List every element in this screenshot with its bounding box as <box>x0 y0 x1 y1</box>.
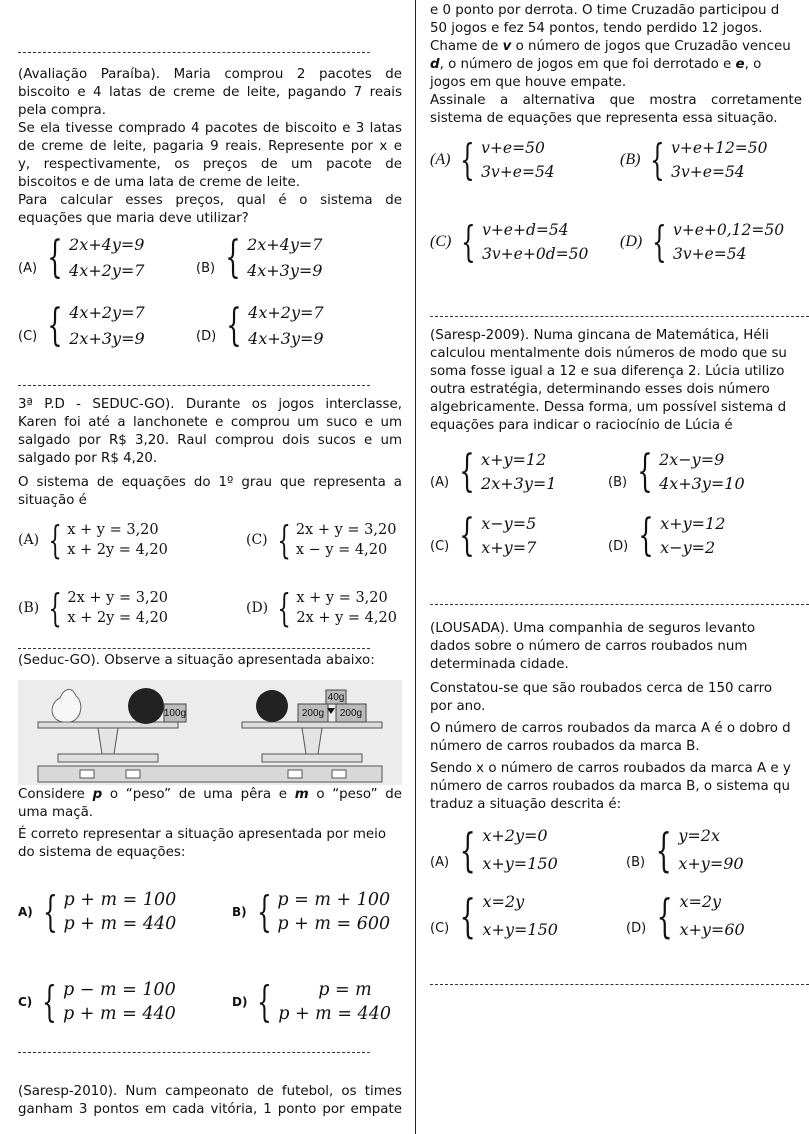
q4-cont-line: sistema de equações que representa essa situação. <box>430 111 778 126</box>
brace-icon: { <box>655 823 672 877</box>
equation: 2x+4y=9 <box>69 235 145 254</box>
option-label: (C) <box>430 921 450 936</box>
equation: 2x + y = 3,20 <box>295 522 397 538</box>
equation: p + m = 100 <box>63 890 177 910</box>
separator <box>430 984 809 985</box>
equation: 4x+2y=7 <box>69 261 145 280</box>
option-label: (A) <box>18 261 38 276</box>
equation: p + m = 440 <box>278 1004 391 1024</box>
q5-line: soma fosse igual a 12 e sua diferença 2. Lúcia utilizo <box>430 364 785 379</box>
q5-line: outra estratégia, determinando esses dois número <box>430 382 770 397</box>
q5-line: (Saresp-2009). Numa gincana de Matemática, Héli <box>430 328 770 343</box>
q4-cont-line: Assinale a alternativa que mostra corretamente <box>430 93 802 108</box>
equation: x + y = 3,20 <box>296 590 388 606</box>
q3-line: uma maçã. <box>18 805 94 820</box>
q1-line: biscoitos e de uma lata de creme de leite. <box>18 175 301 190</box>
equation: x − y = 4,20 <box>295 542 388 558</box>
equation: x + y = 3,20 <box>67 522 159 538</box>
q6-line: dados sobre o número de carros roubados num <box>430 639 748 654</box>
option-label: (D) <box>620 233 643 250</box>
q2-line: situação é <box>18 493 87 508</box>
q4-option-b[interactable] <box>620 136 768 184</box>
brace-icon: { <box>225 232 241 283</box>
q6-line: (LOUSADA). Uma companhia de seguros levanto <box>430 621 756 636</box>
equation: p − m = 100 <box>63 980 176 1000</box>
q3-line: É correto representar a situação apresentada por meio <box>18 827 387 842</box>
q4-line: (Saresp-2010). Num campeonato de futebol, os times <box>18 1084 402 1099</box>
separator <box>18 1052 370 1053</box>
option-label: (D) <box>246 600 269 616</box>
brace-icon: { <box>650 135 666 184</box>
equation: x+2y=0 <box>482 826 548 845</box>
option-label: (C) <box>430 539 450 554</box>
option-label: (C) <box>430 233 452 250</box>
equation: x+y=12 <box>660 514 726 533</box>
q1-line: biscoito e 4 latas de creme de leite, pagando 7 reais <box>18 85 402 100</box>
q6-option-d[interactable] <box>626 888 745 944</box>
equation: v+e+d=54 <box>482 221 569 239</box>
q4-cont-line: jogos em que houve empate. <box>430 75 627 90</box>
q1-option-b[interactable] <box>196 232 322 284</box>
option-label: (A) <box>430 855 450 870</box>
q2-option-c[interactable] <box>246 520 396 560</box>
brace-icon: { <box>652 217 667 266</box>
q2-option-a[interactable] <box>18 520 168 560</box>
weight-100g-label: 100g <box>163 708 187 719</box>
equation: 4x+3y=9 <box>248 329 324 348</box>
brace-icon: { <box>257 977 273 1026</box>
brace-icon: { <box>47 232 63 283</box>
option-label: B) <box>232 905 247 919</box>
equation: p + m = 440 <box>63 1004 176 1024</box>
q3-line: Considere p o “peso” de uma pêra e m o “peso” de <box>18 787 402 802</box>
option-label: (B) <box>620 151 641 168</box>
equation: x+y=150 <box>482 854 558 873</box>
q4-cont-line: e 0 ponto por derrota. O time Cruzadão participou d <box>430 3 780 18</box>
equation: 2x+4y=7 <box>247 235 323 254</box>
q2-line: Karen foi até a lanchonete e comprou um suco e um <box>18 415 402 430</box>
q6-line: traduz a situação descrita é: <box>430 797 622 812</box>
brace-icon: { <box>47 300 63 351</box>
q1-option-a[interactable] <box>18 232 144 284</box>
equation: 4x+2y=7 <box>248 303 324 322</box>
option-label: (C) <box>18 329 38 344</box>
option-label: (B) <box>608 475 628 490</box>
q6-option-b[interactable] <box>626 822 744 878</box>
equation: 4x+3y=10 <box>659 474 745 493</box>
q6-line: por ano. <box>430 699 486 714</box>
q3-line: do sistema de equações: <box>18 845 186 860</box>
equation: v+e=50 <box>481 139 545 157</box>
equation: x + 2y = 4,20 <box>67 542 168 558</box>
q6-line: Sendo x o número de carros roubados da marca A e y <box>430 761 791 776</box>
equation: x+y=60 <box>679 920 745 939</box>
option-label: (C) <box>246 532 268 548</box>
option-label: D) <box>232 995 248 1009</box>
q4-cont-line: 50 jogos e fez 54 pontos, tendo perdido 12 jogos. <box>430 21 763 36</box>
q5-option-c[interactable] <box>430 512 536 560</box>
equation: 4x+3y=9 <box>247 261 323 280</box>
equation: x+y=90 <box>678 854 744 873</box>
q1-line: Se ela tivesse comprado 4 pacotes de biscoito e 3 latas <box>18 121 402 136</box>
option-label: (D) <box>626 921 647 936</box>
q6-line: O número de carros roubados da marca A é o dobro d <box>430 721 791 736</box>
q5-option-a[interactable] <box>430 448 556 496</box>
weight-200g-label: 200g <box>301 708 325 719</box>
equation: x=2y <box>482 892 525 911</box>
weight-200g-label: 200g <box>339 708 363 719</box>
q2-line: salgado por R$ 4,20. <box>18 451 158 466</box>
brace-icon: { <box>459 823 476 877</box>
q4-cont-line: d, o número de jogos em que foi derrotado e e, o <box>430 57 762 72</box>
q2-option-b[interactable] <box>18 588 168 628</box>
q1-option-d[interactable] <box>196 300 324 352</box>
equation: x=2y <box>679 892 722 911</box>
weight-40g-label: 40g <box>327 692 345 703</box>
brace-icon: { <box>277 518 291 562</box>
q1-line: pela compra. <box>18 103 106 118</box>
q6-line: Constatou-se que são roubados cerca de 150 carro <box>430 681 773 696</box>
brace-icon: { <box>460 135 476 184</box>
q1-line: de creme de leite, pagaria 9 reais. Represente por x e <box>18 139 402 154</box>
q4-option-a[interactable] <box>430 136 555 184</box>
q4-cont-line: Chame de v o número de jogos que Cruzadão venceu <box>430 39 791 54</box>
balance-scale-figure <box>18 680 402 785</box>
q1-option-c[interactable] <box>18 300 145 352</box>
option-label: (D) <box>608 539 629 554</box>
equation: 2x + y = 4,20 <box>296 610 397 626</box>
option-label: (A) <box>18 532 40 548</box>
q5-line: algebricamente. Dessa forma, um possível sistema d <box>430 400 787 415</box>
q1-line: (Avaliação Paraíba). Maria comprou 2 pacotes de <box>18 67 402 82</box>
equation: p = m + 100 <box>277 890 391 910</box>
brace-icon: { <box>637 446 653 497</box>
equation: 2x + y = 3,20 <box>67 590 169 606</box>
separator <box>18 385 370 386</box>
separator <box>18 648 370 649</box>
separator <box>430 316 809 317</box>
brace-icon: { <box>656 889 673 943</box>
brace-icon: { <box>48 518 62 562</box>
option-label: C) <box>18 995 33 1009</box>
q1-line: y, respectivamente, os preços de um pacote de <box>18 157 402 172</box>
equation: x−y=2 <box>660 538 716 557</box>
brace-icon: { <box>48 586 62 630</box>
equation: x+y=7 <box>481 538 537 557</box>
q5-option-b[interactable] <box>608 448 745 496</box>
equation: 4x+2y=7 <box>69 303 145 322</box>
brace-icon: { <box>226 300 242 351</box>
option-label: (A) <box>430 475 450 490</box>
q2-line: salgado por R$ 3,20. Raul comprou dois sucos e um <box>18 433 402 448</box>
equation: v+e+12=50 <box>671 139 768 157</box>
equation: 3v+e=54 <box>672 245 747 263</box>
equation: 3v+e=54 <box>671 163 745 181</box>
equation: 3v+e+0d=50 <box>482 245 589 263</box>
equation: 2x−y=9 <box>659 450 725 469</box>
separator <box>18 52 370 53</box>
q3-intro: (Seduc-GO). Observe a situação apresentada abaixo: <box>18 653 375 668</box>
option-label: (A) <box>430 151 451 168</box>
q4-line: ganham 3 pontos em cada vitória, 1 ponto por empate <box>18 1102 402 1117</box>
q1-line: equações que maria deve utilizar? <box>18 211 249 226</box>
equation: 2x+3y=1 <box>481 474 557 493</box>
q5-line: equações para indicar o raciocínio de Lúcia é <box>430 418 733 433</box>
equation: x−y=5 <box>481 514 537 533</box>
q5-option-d[interactable] <box>608 512 725 560</box>
equation: 2x+3y=9 <box>69 329 145 348</box>
brace-icon: { <box>42 887 58 936</box>
brace-icon: { <box>461 217 477 266</box>
equation: y=2x <box>678 826 720 845</box>
separator <box>430 604 809 605</box>
q6-line: determinada cidade. <box>430 657 569 672</box>
brace-icon: { <box>459 446 475 497</box>
equation: x+y=12 <box>481 450 547 469</box>
q6-option-a[interactable] <box>430 822 558 878</box>
column-divider <box>415 0 416 1134</box>
equation: 3v+e=54 <box>481 163 555 181</box>
equation: p + m = 440 <box>63 914 177 934</box>
q4-option-c[interactable] <box>430 218 588 266</box>
q3-option-d[interactable] <box>232 978 391 1026</box>
q4-option-d[interactable] <box>620 218 784 266</box>
option-label: (B) <box>196 261 216 276</box>
brace-icon: { <box>638 510 654 561</box>
brace-icon: { <box>277 586 291 630</box>
equation: x + 2y = 4,20 <box>67 610 169 626</box>
q6-line: número de carros roubados da marca B, o sistema qu <box>430 779 790 794</box>
brace-icon: { <box>459 510 475 561</box>
q2-option-d[interactable] <box>246 588 397 628</box>
option-label: (B) <box>626 855 646 870</box>
q2-line: 3ª P.D - SEDUC-GO). Durante os jogos interclasse, <box>18 397 402 412</box>
option-label: (B) <box>18 600 40 616</box>
equation: x+y=150 <box>482 920 558 939</box>
q3-option-b[interactable] <box>232 888 390 936</box>
brace-icon: { <box>459 889 476 943</box>
brace-icon: { <box>256 887 272 936</box>
q2-line: O sistema de equações do 1º grau que representa a <box>18 475 402 490</box>
brace-icon: { <box>42 977 58 1026</box>
equation: p + m = 600 <box>277 914 391 934</box>
q6-line: número de carros roubados da marca B. <box>430 739 700 754</box>
q6-option-c[interactable] <box>430 888 558 944</box>
q3-option-c[interactable] <box>18 978 176 1026</box>
equation: v+e+0,12=50 <box>672 221 785 239</box>
option-label: (D) <box>196 329 217 344</box>
option-label: A) <box>18 905 33 919</box>
q3-option-a[interactable] <box>18 888 176 936</box>
q5-line: calculou mentalmente dois números de modo que su <box>430 346 787 361</box>
equation: p = m <box>318 980 372 1000</box>
q1-line: Para calcular esses preços, qual é o sistema de <box>18 193 402 208</box>
